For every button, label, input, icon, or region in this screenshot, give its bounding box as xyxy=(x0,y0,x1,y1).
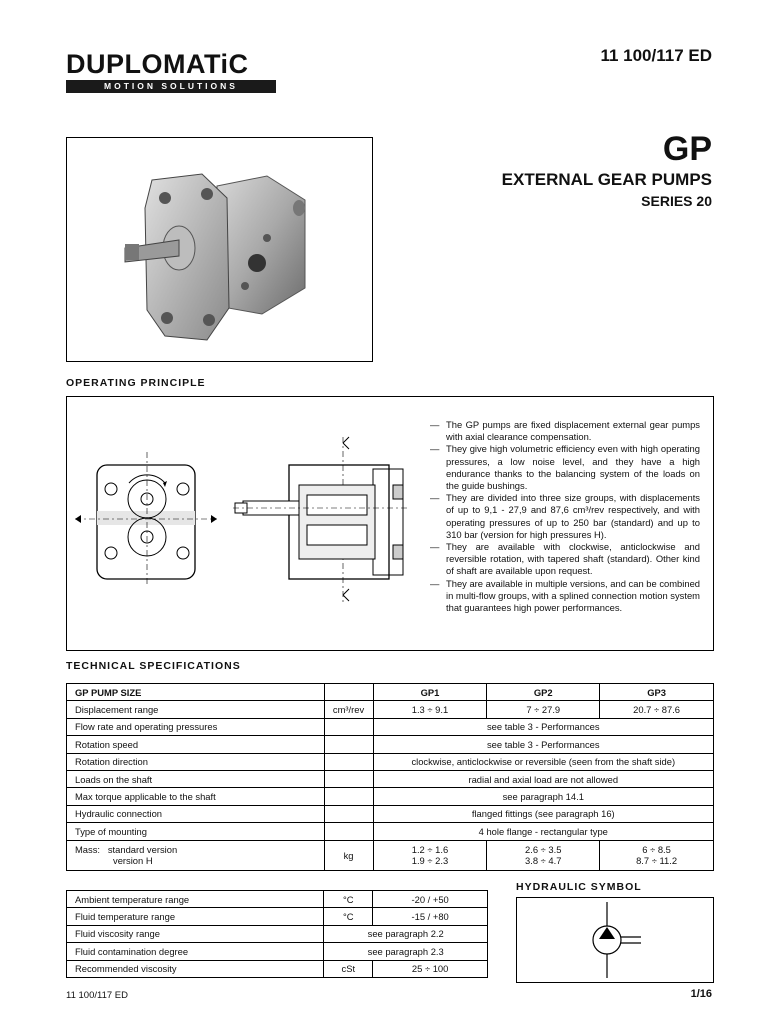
row-label: Fluid contamination degree xyxy=(67,943,324,960)
brand-logo xyxy=(66,50,276,93)
row-value: see paragraph 2.3 xyxy=(324,943,488,960)
gp3-mass xyxy=(600,840,714,870)
hydraulic-symbol-heading: HYDRAULIC SYMBOL xyxy=(516,881,642,893)
technical-specifications-heading: TECHNICAL SPECIFICATIONS xyxy=(66,660,241,672)
bullet-text: They are available in multiple versions, and can be combined in multi-flow groups, with a splined connection motion system that guarantees high power performances. xyxy=(446,577,700,614)
row-value: see table 3 - Performances xyxy=(373,736,713,753)
mass-h-label: version H xyxy=(113,855,153,867)
gear-pump-illustration xyxy=(67,138,372,361)
row-unit xyxy=(324,788,373,805)
row-value: clockwise, anticlockwise or reversible (seen from the shaft side) xyxy=(373,753,713,770)
row-value: 4 hole flange - rectangular type xyxy=(373,823,713,840)
gp2-mass xyxy=(487,840,600,870)
row-label: Type of mounting xyxy=(67,823,325,840)
table-row xyxy=(67,753,714,770)
header-cell xyxy=(324,684,373,701)
table-row xyxy=(67,925,488,942)
row-unit xyxy=(324,770,373,787)
product-subtitle: EXTERNAL GEAR PUMPS xyxy=(501,170,712,189)
gp1-mass-h: 1.9 ÷ 2.3 xyxy=(411,855,449,867)
bullet-dash: — xyxy=(430,419,440,430)
bullet-text: They give high volumetric efficiency even with high operating pressures, a low noise level, and they have a high endurance thanks to the balancing system of the loads on the guide bushings. xyxy=(446,443,700,492)
header-cell: GP2 xyxy=(487,684,600,701)
row-value: see paragraph 14.1 xyxy=(373,788,713,805)
table-row xyxy=(67,943,488,960)
gp1-value: 1.3 ÷ 9.1 xyxy=(373,701,487,718)
row-unit xyxy=(324,736,373,753)
document-code: 11 100/117 ED xyxy=(600,46,712,65)
bullet-item xyxy=(430,492,700,541)
table-row xyxy=(67,788,714,805)
row-value: 25 ÷ 100 xyxy=(373,960,488,977)
bullet-dash: — xyxy=(430,443,440,455)
pump-section-drawing xyxy=(67,397,427,650)
gp2-value: 7 ÷ 27.9 xyxy=(487,701,600,718)
brand-name: DUPLOMATiC xyxy=(66,49,249,79)
row-unit xyxy=(324,805,373,822)
footer-doc-code: 11 100/117 ED xyxy=(66,990,128,1001)
hydraulic-symbol-box xyxy=(516,897,714,983)
product-title: GP xyxy=(662,130,712,168)
bullet-text: They are available with clockwise, anticlockwise and reversible rotation, with tapered shaft (standard). Other kind of shaft are available upon request. xyxy=(446,541,700,577)
product-photo xyxy=(66,137,373,362)
row-value: see table 3 - Performances xyxy=(373,718,713,735)
operating-principle-text xyxy=(430,419,700,614)
row-label: Hydraulic connection xyxy=(67,805,325,822)
bullet-item xyxy=(430,578,700,615)
table-row xyxy=(67,805,714,822)
row-label: Recommended viscosity xyxy=(67,960,324,977)
gp1-mass xyxy=(373,840,487,870)
table-row xyxy=(67,823,714,840)
row-value: radial and axial load are not allowed xyxy=(373,770,713,787)
brand-tagline: MOTION SOLUTIONS xyxy=(66,80,276,93)
bullet-item xyxy=(430,419,700,443)
row-label: Displacement range xyxy=(67,701,325,718)
mass-title: Mass: xyxy=(75,844,101,856)
pump-symbol-icon xyxy=(517,898,713,982)
row-label: Fluid viscosity range xyxy=(67,925,324,942)
environment-table xyxy=(66,890,488,978)
page-number: 1/16 xyxy=(690,988,712,1000)
bullet-item xyxy=(430,541,700,578)
table-row xyxy=(67,891,488,908)
gp3-mass-h: 8.7 ÷ 11.2 xyxy=(636,855,678,867)
table-row xyxy=(67,736,714,753)
table-row xyxy=(67,908,488,925)
mass-row xyxy=(67,840,714,870)
row-unit: °C xyxy=(324,908,373,925)
gp2-mass-std: 2.6 ÷ 3.5 xyxy=(525,844,562,856)
row-label: Ambient temperature range xyxy=(67,891,324,908)
gp3-value: 20.7 ÷ 87.6 xyxy=(600,701,714,718)
mass-standard-label: standard version xyxy=(107,844,178,856)
row-value: see paragraph 2.2 xyxy=(324,925,488,942)
side-section-drawing xyxy=(233,437,407,603)
bullet-item xyxy=(430,443,700,492)
bullet-dash: — xyxy=(430,577,440,589)
technical-specifications-table xyxy=(66,683,714,871)
bullet-dash: — xyxy=(430,492,440,504)
front-view-drawing xyxy=(75,452,217,587)
row-unit xyxy=(324,753,373,770)
row-label: Max torque applicable to the shaft xyxy=(67,788,325,805)
header-cell: GP3 xyxy=(600,684,714,701)
bullet-text: They are divided into three size groups, with displacements of up to 9,1 - 27,9 and 87,6 cm³/rev respectively, and with operating pressures of up to 250 bar (standard) and up to 310 bar (version for high pressures H). xyxy=(446,492,700,540)
row-unit: °C xyxy=(324,891,373,908)
row-unit xyxy=(324,718,373,735)
row-unit xyxy=(324,823,373,840)
header-cell: GP PUMP SIZE xyxy=(67,684,325,701)
mass-unit: kg xyxy=(324,840,373,870)
mass-label xyxy=(67,840,325,870)
row-label: Loads on the shaft xyxy=(67,770,325,787)
row-label: Fluid temperature range xyxy=(67,908,324,925)
row-label: Rotation direction xyxy=(67,753,325,770)
bullet-text: The GP pumps are fixed displacement external gear pumps with axial clearance compensation. xyxy=(446,419,700,443)
table-row xyxy=(67,718,714,735)
table-row xyxy=(67,701,714,718)
row-value: flanged fittings (see paragraph 16) xyxy=(373,805,713,822)
row-value: -20 / +50 xyxy=(373,891,488,908)
row-unit: cSt xyxy=(324,960,373,977)
table-header-row xyxy=(67,684,714,701)
operating-principle-heading: OPERATING PRINCIPLE xyxy=(66,377,206,389)
table-row xyxy=(67,960,488,977)
table-row xyxy=(67,770,714,787)
bullet-dash: — xyxy=(430,541,440,553)
row-label: Rotation speed xyxy=(67,736,325,753)
row-unit: cm³/rev xyxy=(324,701,373,718)
header-cell: GP1 xyxy=(373,684,487,701)
gp3-mass-std: 6 ÷ 8.5 xyxy=(642,844,671,856)
row-label: Flow rate and operating pressures xyxy=(67,718,325,735)
product-series: SERIES 20 xyxy=(641,193,712,209)
row-value: -15 / +80 xyxy=(373,908,488,925)
gp1-mass-std: 1.2 ÷ 1.6 xyxy=(411,844,449,856)
gp2-mass-h: 3.8 ÷ 4.7 xyxy=(525,855,562,867)
